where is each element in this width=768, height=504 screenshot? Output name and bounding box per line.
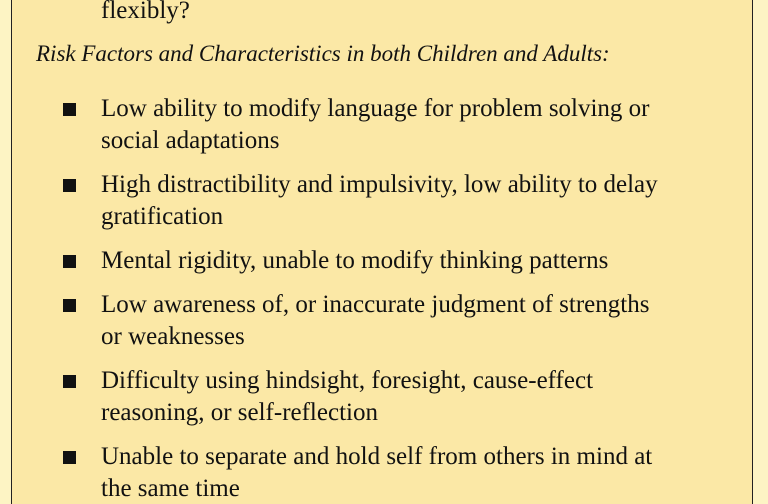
square-bullet-icon: [63, 375, 76, 388]
list-item-text: High distractibility and impulsivity, low ability to delay gratification: [101, 171, 658, 230]
list-item-text: Unable to separate and hold self from others in mind at the same time: [101, 443, 653, 502]
square-bullet-icon: [63, 299, 76, 312]
square-bullet-icon: [63, 451, 76, 464]
list-item-text: Low ability to modify language for problem solving or social adaptations: [101, 95, 650, 154]
square-bullet-icon: [63, 179, 76, 192]
previous-line-fragment: flexibly?: [101, 0, 190, 24]
list-item-text: Low awareness of, or inaccurate judgment of strengths or weaknesses: [101, 291, 650, 350]
list-item-text: Mental rigidity, unable to modify thinking patterns: [101, 247, 609, 274]
square-bullet-icon: [63, 255, 76, 268]
list-item-text: Difficulty using hindsight, foresight, cause-effect reasoning, or self-reflection: [101, 367, 594, 426]
square-bullet-icon: [63, 103, 76, 116]
section-heading: Risk Factors and Characteristics in both Children and Adults:: [36, 41, 610, 66]
